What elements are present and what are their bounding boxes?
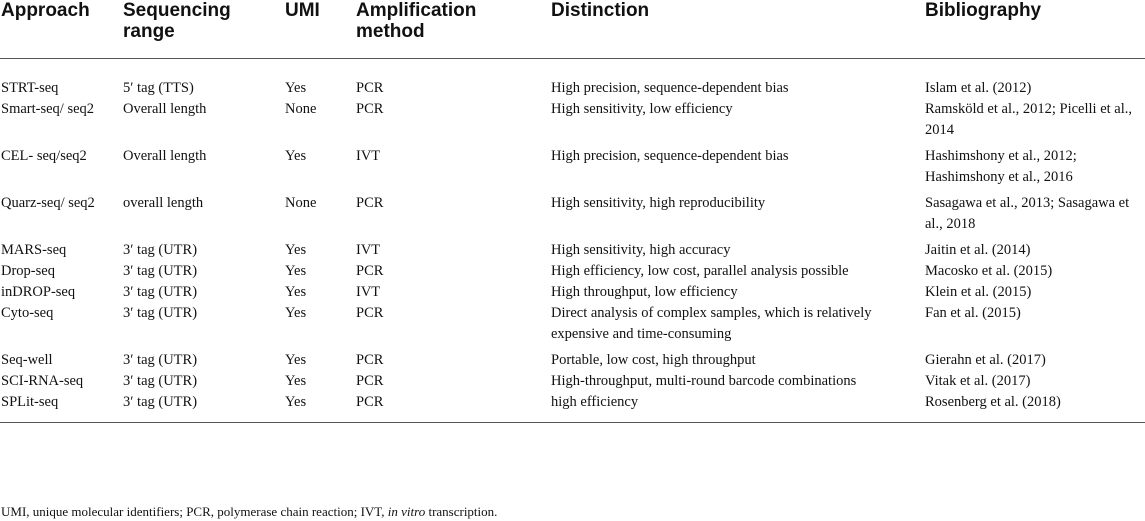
table-body xyxy=(0,59,1145,423)
header-approach: Approach xyxy=(0,0,123,59)
table-row xyxy=(0,146,1145,193)
sequencing-range-cell: 3′ tag (UTR) xyxy=(123,284,198,300)
distinction-cell: High sensitivity, high accuracy xyxy=(551,242,731,258)
distinction-cell: Portable, low cost, high throughput xyxy=(551,352,756,368)
footnote-italic: in vitro xyxy=(387,504,426,519)
bibliography-cell: Vitak et al. (2017) xyxy=(925,373,1031,389)
amplification-cell: IVT xyxy=(356,148,381,164)
umi-cell: Yes xyxy=(285,148,307,164)
bibliography-cell: Klein et al. (2015) xyxy=(925,284,1032,300)
header-umi: UMI xyxy=(285,0,356,59)
approach-cell: CEL- seq/seq2 xyxy=(1,148,87,164)
amplification-cell: PCR xyxy=(356,392,551,423)
sequencing-range-cell: 3′ tag (UTR) xyxy=(123,392,285,423)
amplification-cell: IVT xyxy=(356,284,381,300)
header-amplification-method: Amplification method xyxy=(356,0,551,59)
table-row xyxy=(0,261,1145,282)
approach-cell: Seq-well xyxy=(1,352,53,368)
bibliography-cell: Macosko et al. (2015) xyxy=(925,263,1053,279)
distinction-cell: Direct analysis of complex samples, which is relatively expensive and time-consuming xyxy=(551,305,872,342)
table-row xyxy=(0,193,1145,240)
distinction-cell: High-throughput, multi-round barcode combinations xyxy=(551,373,857,389)
table-footnote xyxy=(1,504,497,519)
amplification-cell: PCR xyxy=(356,195,384,211)
umi-cell: Yes xyxy=(285,305,307,321)
table-row xyxy=(0,59,1145,100)
sequencing-range-cell: Overall length xyxy=(123,101,207,117)
header-bibliography: Bibliography xyxy=(925,0,1145,59)
distinction-cell: High sensitivity, low efficiency xyxy=(551,101,733,117)
umi-cell: Yes xyxy=(285,284,307,300)
bibliography-cell: Hashimshony et al., 2012; Hashimshony et al., 2016 xyxy=(925,148,1077,185)
bibliography-cell: Jaitin et al. (2014) xyxy=(925,242,1031,258)
approach-cell: Smart-seq/ seq2 xyxy=(1,101,95,117)
amplification-cell: IVT xyxy=(356,242,381,258)
amplification-cell: PCR xyxy=(356,80,384,96)
header-row xyxy=(0,0,1145,59)
amplification-cell: PCR xyxy=(356,305,384,321)
amplification-cell: PCR xyxy=(356,263,384,279)
distinction-cell: high efficiency xyxy=(551,392,925,423)
footnote-text: UMI, unique molecular identifiers; PCR, polymerase chain reaction; IVT, xyxy=(1,504,388,519)
sequencing-range-cell: 3′ tag (UTR) xyxy=(123,305,198,321)
sequencing-range-cell: 3′ tag (UTR) xyxy=(123,242,198,258)
sequencing-range-cell: 3′ tag (UTR) xyxy=(123,352,198,368)
table-row xyxy=(0,371,1145,392)
bibliography-cell: Rosenberg et al. (2018) xyxy=(925,392,1145,423)
amplification-cell: PCR xyxy=(356,373,384,389)
distinction-cell: High sensitivity, high reproducibility xyxy=(551,195,766,211)
bibliography-cell: Ramsköld et al., 2012; Picelli et al., 2014 xyxy=(925,101,1132,138)
sequencing-range-cell: 5′ tag (TTS) xyxy=(123,80,194,96)
approach-cell: STRT-seq xyxy=(1,80,59,96)
umi-cell: Yes xyxy=(285,263,307,279)
distinction-cell: High precision, sequence-dependent bias xyxy=(551,148,789,164)
footnote-tail: transcription. xyxy=(425,504,498,519)
header-sequencing-range: Sequencing range xyxy=(123,0,285,59)
table-row xyxy=(0,350,1145,371)
sequencing-range-cell: overall length xyxy=(123,195,204,211)
sequencing-range-cell: Overall length xyxy=(123,148,207,164)
amplification-cell: PCR xyxy=(356,101,384,117)
table-row xyxy=(0,392,1145,423)
approach-cell: SCI-RNA-seq xyxy=(1,373,84,389)
umi-cell: Yes xyxy=(285,80,307,96)
distinction-cell: High throughput, low efficiency xyxy=(551,284,738,300)
sequencing-range-cell: 3′ tag (UTR) xyxy=(123,373,198,389)
amplification-cell: PCR xyxy=(356,352,384,368)
approach-cell: SPLit-seq xyxy=(0,392,123,423)
umi-cell: Yes xyxy=(285,242,307,258)
table-row xyxy=(0,303,1145,350)
bibliography-cell: Sasagawa et al., 2013; Sasagawa et al., 2018 xyxy=(925,195,1130,232)
distinction-cell: High precision, sequence-dependent bias xyxy=(551,80,789,96)
approach-cell: Drop-seq xyxy=(1,263,55,279)
umi-cell: None xyxy=(285,195,317,211)
bibliography-cell: Islam et al. (2012) xyxy=(925,80,1032,96)
umi-cell: None xyxy=(285,101,317,117)
approach-cell: Quarz-seq/ seq2 xyxy=(1,195,95,211)
header-distinction: Distinction xyxy=(551,0,925,59)
table-row xyxy=(0,282,1145,303)
approach-cell: MARS-seq xyxy=(1,242,67,258)
approach-cell: Cyto-seq xyxy=(1,305,54,321)
bibliography-cell: Gierahn et al. (2017) xyxy=(925,352,1046,368)
table-row xyxy=(0,240,1145,261)
umi-cell: Yes xyxy=(285,373,307,389)
sequencing-range-cell: 3′ tag (UTR) xyxy=(123,263,198,279)
approach-cell: inDROP-seq xyxy=(1,284,76,300)
table-row xyxy=(0,99,1145,146)
distinction-cell: High efficiency, low cost, parallel analysis possible xyxy=(551,263,849,279)
umi-cell: Yes xyxy=(285,352,307,368)
bibliography-cell: Fan et al. (2015) xyxy=(925,305,1021,321)
umi-cell: Yes xyxy=(285,392,356,423)
